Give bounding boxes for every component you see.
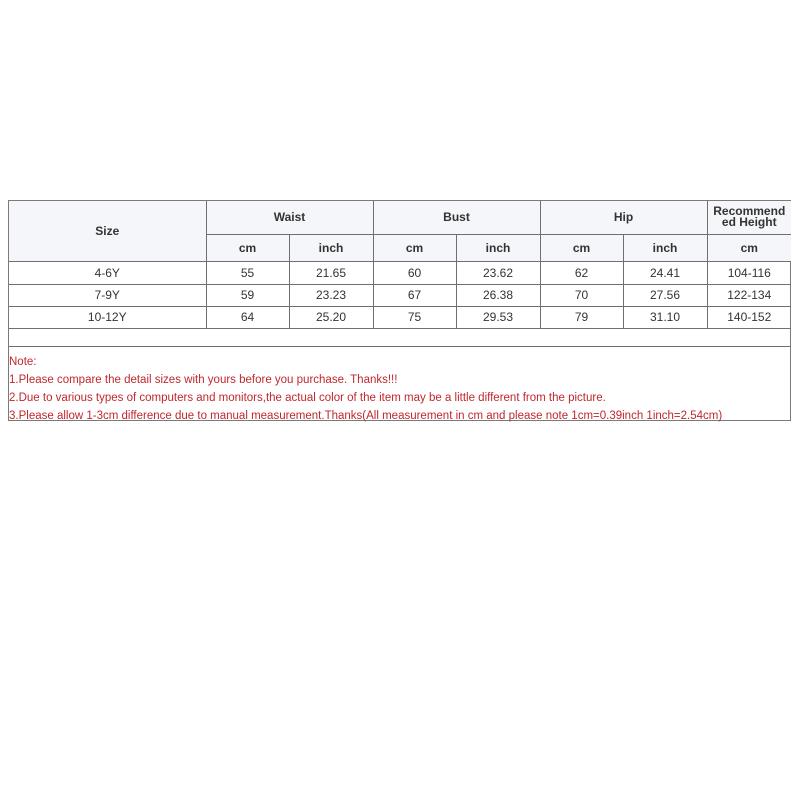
table-row [9,284,791,306]
unit-bust-cm: cm [373,234,456,261]
cell-waist-inch: 23.23 [289,284,373,306]
cell-height-cm: 140-152 [707,306,791,328]
cell-bust-inch: 29.53 [456,306,540,328]
header-size: Size [9,201,206,261]
notes-section [9,346,790,425]
header-hip: Hip [540,201,707,234]
table-row [9,261,791,284]
cell-hip-cm: 70 [540,284,623,306]
cell-waist-cm: 59 [206,284,289,306]
cell-bust-inch: 26.38 [456,284,540,306]
size-chart [8,200,791,421]
notes-title: Note: [9,356,37,368]
cell-bust-cm: 75 [373,306,456,328]
cell-size: 4-6Y [9,261,206,284]
header-bust: Bust [373,201,540,234]
note-line: 1.Please compare the detail sizes with yours before you purchase. Thanks!!! [9,374,398,386]
cell-hip-inch: 31.10 [623,306,707,328]
cell-waist-cm: 64 [206,306,289,328]
cell-waist-cm: 55 [206,261,289,284]
cell-height-cm: 104-116 [707,261,791,284]
table-row [9,306,791,328]
cell-waist-inch: 25.20 [289,306,373,328]
cell-hip-inch: 24.41 [623,261,707,284]
cell-bust-cm: 60 [373,261,456,284]
unit-height-cm: cm [707,234,791,261]
unit-hip-cm: cm [540,234,623,261]
cell-size: 10-12Y [9,306,206,328]
cell-size: 7-9Y [9,284,206,306]
cell-bust-inch: 23.62 [456,261,540,284]
header-recommended-height: Recommend ed Height [707,201,791,234]
unit-hip-inch: inch [623,234,707,261]
note-line: 2.Due to various types of computers and monitors,the actual color of the item may be a little different from the picture. [9,392,606,404]
cell-height-cm: 122-134 [707,284,791,306]
cell-hip-cm: 79 [540,306,623,328]
note-line: 3.Please allow 1-3cm difference due to manual measurement.Thanks(All measurement in cm and please note 1cm=0.39inch 1inch=2.54cm) [9,410,723,422]
cell-bust-cm: 67 [373,284,456,306]
cell-hip-cm: 62 [540,261,623,284]
unit-waist-cm: cm [206,234,289,261]
cell-hip-inch: 27.56 [623,284,707,306]
size-table [9,201,791,329]
unit-bust-inch: inch [456,234,540,261]
unit-waist-inch: inch [289,234,373,261]
header-waist: Waist [206,201,373,234]
cell-waist-inch: 21.65 [289,261,373,284]
